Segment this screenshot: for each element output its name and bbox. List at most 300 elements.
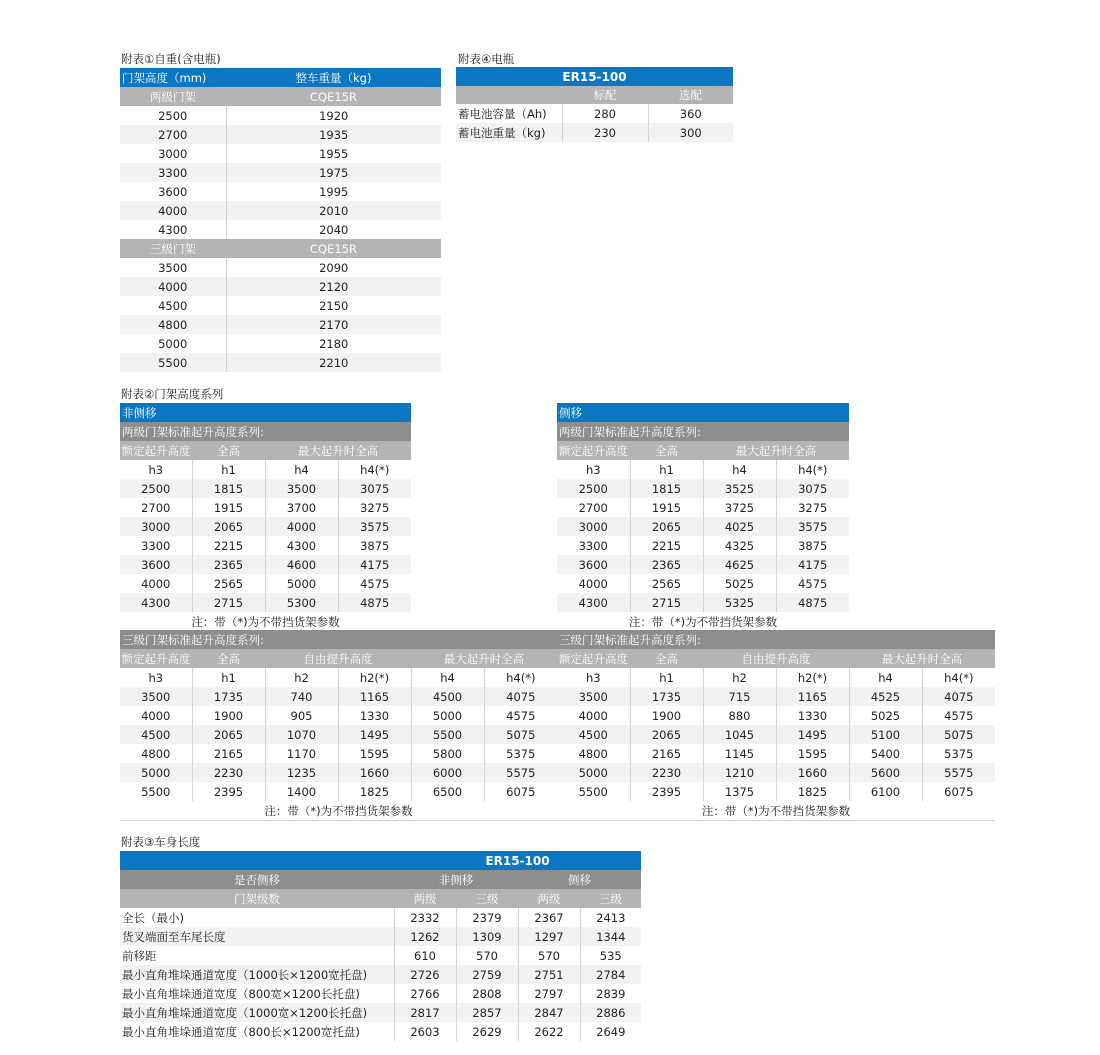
cell: 是否侧移: [120, 870, 394, 889]
cell: 4000: [120, 574, 192, 593]
table-row: [120, 1003, 641, 1022]
cell: 3500: [120, 258, 226, 277]
cell: 1815: [630, 479, 703, 498]
cell: 最小直角堆垛通道宽度（1000宽×1200长托盘): [120, 1003, 394, 1022]
cell: 5575: [484, 763, 557, 782]
cell: 3300: [120, 536, 192, 555]
table-row: [557, 593, 849, 612]
cell: 2120: [226, 277, 441, 296]
table-row: [557, 687, 995, 706]
cell: 两级: [518, 889, 580, 908]
table-row: [557, 782, 995, 801]
note-text: 注：带（*)为不带挡货架参数: [557, 801, 995, 821]
cell: 2784: [580, 965, 641, 984]
table-row: [120, 536, 411, 555]
cell: 570: [518, 946, 580, 965]
cell: 2622: [518, 1022, 580, 1041]
non-sideshift-three-stage-table: [120, 630, 557, 821]
table-row: [120, 555, 411, 574]
table-row: [557, 706, 995, 725]
cell: h4(*): [922, 668, 995, 687]
cell: 2886: [580, 1003, 641, 1022]
group-model: CQE15R: [226, 87, 441, 106]
table-row: [557, 744, 995, 763]
table-row: [120, 744, 557, 763]
cell: 1735: [192, 687, 265, 706]
cell: 4300: [557, 593, 630, 612]
cell: 1045: [703, 725, 776, 744]
series-label: 两级门架标准起升高度系列:: [120, 422, 411, 441]
group-label: 三级门架: [120, 239, 226, 258]
cell: 两级: [394, 889, 456, 908]
cell: 2857: [456, 1003, 518, 1022]
cell: 1170: [265, 744, 338, 763]
cell: 1330: [776, 706, 849, 725]
cell: 4575: [338, 574, 411, 593]
cell: 5500: [557, 782, 630, 801]
cell: h3: [557, 668, 630, 687]
table4-title: 附表④电瓶: [458, 52, 515, 66]
cell: 2700: [120, 498, 192, 517]
cell: 1165: [338, 687, 411, 706]
table-row: [557, 517, 849, 536]
cell: h1: [630, 668, 703, 687]
cell: 2500: [120, 479, 192, 498]
cell: 5500: [120, 782, 192, 801]
cell: 4500: [120, 296, 226, 315]
cell: 3075: [338, 479, 411, 498]
cell: 4325: [703, 536, 776, 555]
group-label: 两级门架: [120, 87, 226, 106]
series-label: 两级门架标准起升高度系列:: [557, 422, 849, 441]
cell: 5025: [849, 706, 922, 725]
sideshift-label: 非侧移: [120, 403, 411, 422]
table-row: [120, 258, 441, 277]
table-row: [120, 125, 441, 144]
cell: 6075: [484, 782, 557, 801]
cell: h4(*): [484, 668, 557, 687]
cell: 2395: [630, 782, 703, 801]
cell: 2090: [226, 258, 441, 277]
cell: 3000: [120, 144, 226, 163]
cell: 2500: [120, 106, 226, 125]
cell: 4025: [703, 517, 776, 536]
cell: 230: [562, 123, 648, 142]
table-row: [120, 908, 641, 927]
battery-model: ER15-100: [456, 67, 733, 86]
cell: 2165: [192, 744, 265, 763]
table-row: [120, 1022, 641, 1041]
cell: h4: [411, 668, 484, 687]
cell: 2180: [226, 334, 441, 353]
cell: 905: [265, 706, 338, 725]
cell: 2715: [192, 593, 265, 612]
table-row: [120, 725, 557, 744]
table2-title: 附表②门架高度系列: [121, 387, 224, 401]
cell: 2150: [226, 296, 441, 315]
cell: 1935: [226, 125, 441, 144]
cell: 1900: [630, 706, 703, 725]
cell: 自由提升高度: [265, 649, 411, 668]
cell: 3600: [120, 182, 226, 201]
cell: 4075: [922, 687, 995, 706]
series-label: 三级门架标准起升高度系列:: [120, 630, 557, 649]
cell: 1495: [338, 725, 411, 744]
cell: 蓄电池容量（Ah): [456, 104, 562, 123]
cell: 2751: [518, 965, 580, 984]
cell: 2629: [456, 1022, 518, 1041]
cell: 1660: [338, 763, 411, 782]
cell: 1375: [703, 782, 776, 801]
cell: 自由提升高度: [703, 649, 849, 668]
table-row: [120, 353, 441, 372]
table-row: [456, 104, 733, 123]
cell: 4075: [484, 687, 557, 706]
cell: 6000: [411, 763, 484, 782]
table-row: [557, 574, 849, 593]
table-row: [557, 536, 849, 555]
table-row: [120, 106, 441, 125]
cell: 1735: [630, 687, 703, 706]
cell: 1995: [226, 182, 441, 201]
cell: 全长（最小): [120, 908, 394, 927]
cell: 1330: [338, 706, 411, 725]
cell: 1495: [776, 725, 849, 744]
table-row: [120, 144, 441, 163]
cell: h2: [703, 668, 776, 687]
cell: 4000: [120, 706, 192, 725]
cell: 3725: [703, 498, 776, 517]
cell: 3875: [338, 536, 411, 555]
cell: 2215: [192, 536, 265, 555]
table-row: [557, 725, 995, 744]
cell: 4000: [557, 574, 630, 593]
cell: 5300: [265, 593, 338, 612]
cell: 5325: [703, 593, 776, 612]
cell: 6100: [849, 782, 922, 801]
cell: 3500: [557, 687, 630, 706]
cell: 2040: [226, 220, 441, 239]
table-row: [120, 182, 441, 201]
cell: 选配: [648, 86, 733, 104]
table-row: [120, 782, 557, 801]
battery-table: [456, 67, 733, 142]
cell: 最大起升时全高: [849, 649, 995, 668]
cell: 1825: [338, 782, 411, 801]
weight-header: 整车重量（kg): [226, 68, 441, 87]
non-sideshift-two-stage-table: [120, 403, 411, 631]
cell: 2395: [192, 782, 265, 801]
series-label: 三级门架标准起升高度系列:: [557, 630, 995, 649]
table-row: [120, 965, 641, 984]
cell: 5375: [484, 744, 557, 763]
cell: 1145: [703, 744, 776, 763]
cell: 2649: [580, 1022, 641, 1041]
cell: 5000: [120, 334, 226, 353]
cell: 3000: [120, 517, 192, 536]
cell: 5500: [120, 353, 226, 372]
cell: h4: [849, 668, 922, 687]
cell: 2065: [630, 725, 703, 744]
cell: 4300: [265, 536, 338, 555]
cell: 1400: [265, 782, 338, 801]
cell: 最大起升时全高: [411, 649, 557, 668]
cell: 前移距: [120, 946, 394, 965]
cell: 4525: [849, 687, 922, 706]
cell: 2065: [630, 517, 703, 536]
cell: 1070: [265, 725, 338, 744]
table-row: [557, 498, 849, 517]
sideshift-label: 侧移: [557, 403, 849, 422]
cell: 2808: [456, 984, 518, 1003]
cell: 4875: [338, 593, 411, 612]
cell: 300: [648, 123, 733, 142]
table-row: [557, 479, 849, 498]
cell: 4000: [120, 277, 226, 296]
cell: h1: [630, 460, 703, 479]
cell: 2565: [192, 574, 265, 593]
cell: 2332: [394, 908, 456, 927]
table-row: [120, 574, 411, 593]
cell: 5075: [484, 725, 557, 744]
cell: 3275: [338, 498, 411, 517]
cell: 2726: [394, 965, 456, 984]
cell: 4575: [484, 706, 557, 725]
cell: 4175: [338, 555, 411, 574]
cell: 715: [703, 687, 776, 706]
cell: 货叉端面至车尾长度: [120, 927, 394, 946]
cell: 全高: [192, 441, 265, 460]
cell: 2847: [518, 1003, 580, 1022]
note-text: 注：带（*)为不带挡货架参数: [120, 612, 411, 631]
cell: 2165: [630, 744, 703, 763]
cell: 3575: [338, 517, 411, 536]
cell: 880: [703, 706, 776, 725]
cell: 5375: [922, 744, 995, 763]
table-row: [557, 763, 995, 782]
cell: 4800: [557, 744, 630, 763]
cell: 2365: [630, 555, 703, 574]
cell: 2365: [192, 555, 265, 574]
table-row: [120, 498, 411, 517]
cell: 4575: [922, 706, 995, 725]
cell: 2230: [630, 763, 703, 782]
table-row: [120, 763, 557, 782]
table-row: [120, 315, 441, 334]
cell: h2(*): [338, 668, 411, 687]
cell: 2700: [120, 125, 226, 144]
cell: 4300: [120, 220, 226, 239]
cell: 2500: [557, 479, 630, 498]
cell: 2700: [557, 498, 630, 517]
cell: 3875: [776, 536, 849, 555]
cell: 2413: [580, 908, 641, 927]
cell: 1825: [776, 782, 849, 801]
cell: 3300: [557, 536, 630, 555]
cell: 1660: [776, 763, 849, 782]
body-length-table: [120, 851, 641, 1041]
cell: 5000: [265, 574, 338, 593]
cell: 4625: [703, 555, 776, 574]
cell: 4000: [265, 517, 338, 536]
cell: 1955: [226, 144, 441, 163]
cell: 额定起升高度: [557, 649, 630, 668]
cell: 2065: [192, 725, 265, 744]
cell: h4(*): [776, 460, 849, 479]
cell: 蓄电池重量（kg): [456, 123, 562, 142]
table-row: [120, 593, 411, 612]
cell: 2010: [226, 201, 441, 220]
cell: 2766: [394, 984, 456, 1003]
cell: 1900: [192, 706, 265, 725]
group-model: CQE15R: [226, 239, 441, 258]
cell: 2839: [580, 984, 641, 1003]
table-row: [120, 277, 441, 296]
table-row: [120, 706, 557, 725]
cell: 2603: [394, 1022, 456, 1041]
cell: 610: [394, 946, 456, 965]
cell: 1235: [265, 763, 338, 782]
cell: 1344: [580, 927, 641, 946]
cell: 全高: [192, 649, 265, 668]
cell: 5000: [120, 763, 192, 782]
cell: 280: [562, 104, 648, 123]
note-text: 注：带（*)为不带挡货架参数: [120, 801, 557, 821]
table-row: [456, 123, 733, 142]
cell: 1975: [226, 163, 441, 182]
body-model: ER15-100: [120, 851, 641, 870]
cell: 4000: [120, 201, 226, 220]
table-row: [120, 201, 441, 220]
cell: 2565: [630, 574, 703, 593]
sideshift-two-stage-table: [557, 403, 849, 631]
cell: 5500: [411, 725, 484, 744]
cell: 3275: [776, 498, 849, 517]
cell: 4800: [120, 744, 192, 763]
cell: 4500: [120, 725, 192, 744]
self-weight-table: [120, 68, 441, 372]
table1-title: 附表①自重(含电瓶): [121, 52, 221, 66]
cell: h2(*): [776, 668, 849, 687]
cell: 5025: [703, 574, 776, 593]
cell: 3000: [557, 517, 630, 536]
cell: h2: [265, 668, 338, 687]
table-row: [120, 296, 441, 315]
note-text: 注：带（*)为不带挡货架参数: [557, 612, 849, 631]
cell: 570: [456, 946, 518, 965]
cell: 标配: [562, 86, 648, 104]
cell: h3: [557, 460, 630, 479]
cell: 2379: [456, 908, 518, 927]
cell: 1915: [630, 498, 703, 517]
cell: 3525: [703, 479, 776, 498]
cell: 1595: [776, 744, 849, 763]
cell: 1165: [776, 687, 849, 706]
cell: 3700: [265, 498, 338, 517]
cell: h1: [192, 460, 265, 479]
cell: 3075: [776, 479, 849, 498]
cell: 1815: [192, 479, 265, 498]
cell: h4: [703, 460, 776, 479]
mast-height-header: 门架高度（mm): [120, 68, 226, 87]
cell: 2065: [192, 517, 265, 536]
cell: 5100: [849, 725, 922, 744]
cell: 1262: [394, 927, 456, 946]
cell: 三级: [456, 889, 518, 908]
cell: 4000: [557, 706, 630, 725]
cell: 最小直角堆垛通道宽度（800宽×1200长托盘): [120, 984, 394, 1003]
cell: 门架级数: [120, 889, 394, 908]
cell: 1297: [518, 927, 580, 946]
cell: 2797: [518, 984, 580, 1003]
cell: 2759: [456, 965, 518, 984]
cell: 3600: [120, 555, 192, 574]
table-row: [120, 946, 641, 965]
cell: 非侧移: [394, 870, 518, 889]
cell: 1595: [338, 744, 411, 763]
sideshift-three-stage-table: [557, 630, 995, 821]
cell: 535: [580, 946, 641, 965]
table-row: [120, 220, 441, 239]
cell: h3: [120, 460, 192, 479]
cell: 额定起升高度: [557, 441, 630, 460]
cell: 3500: [265, 479, 338, 498]
cell: 2170: [226, 315, 441, 334]
cell: 4575: [776, 574, 849, 593]
cell: 4875: [776, 593, 849, 612]
cell: 5075: [922, 725, 995, 744]
cell: 1309: [456, 927, 518, 946]
cell: 最小直角堆垛通道宽度（800长×1200宽托盘): [120, 1022, 394, 1041]
table-row: [557, 555, 849, 574]
cell: 5575: [922, 763, 995, 782]
cell: h4(*): [338, 460, 411, 479]
cell: 6500: [411, 782, 484, 801]
cell: h3: [120, 668, 192, 687]
cell: 2817: [394, 1003, 456, 1022]
cell: 3300: [120, 163, 226, 182]
cell: 360: [648, 104, 733, 123]
cell: 3600: [557, 555, 630, 574]
table-row: [120, 687, 557, 706]
cell: 740: [265, 687, 338, 706]
table-row: [120, 517, 411, 536]
cell: 额定起升高度: [120, 441, 192, 460]
cell: 1915: [192, 498, 265, 517]
cell: 4175: [776, 555, 849, 574]
cell: 额定起升高度: [120, 649, 192, 668]
cell: 4500: [557, 725, 630, 744]
cell: 3575: [776, 517, 849, 536]
cell: 最大起升时全高: [265, 441, 411, 460]
cell: 2230: [192, 763, 265, 782]
cell: 1210: [703, 763, 776, 782]
cell: h1: [192, 668, 265, 687]
cell: 3500: [120, 687, 192, 706]
table3-title: 附表③车身长度: [121, 835, 201, 849]
cell: 5600: [849, 763, 922, 782]
cell: 最小直角堆垛通道宽度（1000长×1200宽托盘): [120, 965, 394, 984]
cell: 5000: [411, 706, 484, 725]
cell: h4: [265, 460, 338, 479]
cell: 最大起升时全高: [703, 441, 849, 460]
cell: 5400: [849, 744, 922, 763]
table-row: [120, 927, 641, 946]
table-row: [120, 479, 411, 498]
table-row: [120, 334, 441, 353]
cell: 4800: [120, 315, 226, 334]
cell: 三级: [580, 889, 641, 908]
